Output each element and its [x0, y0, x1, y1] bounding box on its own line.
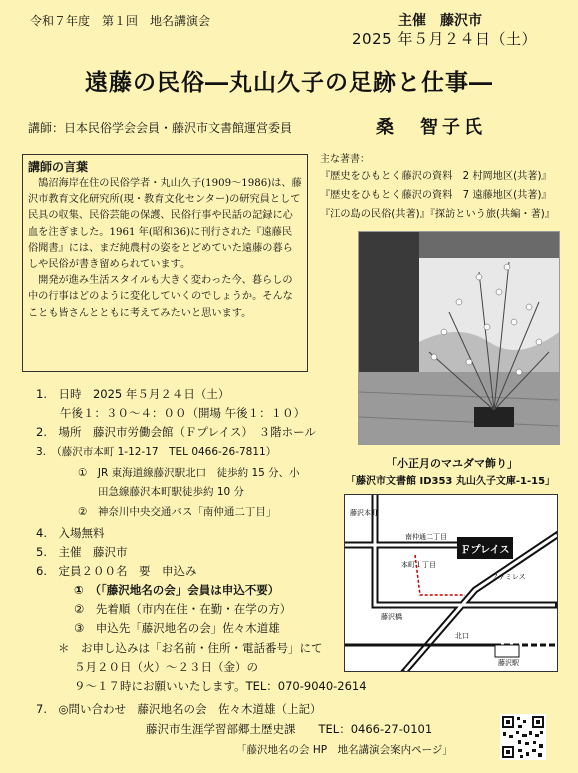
detail-apply-tel: ９～１７時にお願いいたします。TEL：070-9040-2614	[74, 679, 367, 693]
map-fplace-label: Ｆプレイス	[460, 545, 510, 556]
map-label: 本町１丁目	[401, 561, 436, 569]
map-label: 南仲通二丁目	[405, 533, 447, 541]
detail-apply-to: ③ 申込先「藤沢地名の会」佐々木道雄	[74, 621, 280, 635]
map-label: ファミレス	[491, 573, 526, 581]
map-label: 藤沢橋	[381, 613, 402, 621]
detail-access-rail-2: 田急線藤沢本町駅徒歩約 10 分	[98, 486, 245, 498]
detail-address: 3. （藤沢市本町 1-12-17 TEL 0466-26-7811）	[36, 446, 277, 458]
detail-access-rail: ① JR 東海道線藤沢駅北口 徒歩約 15 分、小	[78, 467, 300, 479]
map-label: 藤沢駅	[498, 659, 519, 667]
mayudama-photo	[358, 231, 560, 445]
detail-website[interactable]: 「藤沢地名の会 HP 地名講演会案内ページ」	[236, 744, 453, 756]
lecturer-label: 講師：日本民俗学会会員・藤沢市文書館運営委員	[28, 121, 293, 135]
event-series: 令和７年度 第１回 地名講演会	[30, 14, 211, 28]
works-heading: 主な著書：	[320, 154, 370, 165]
detail-capacity: 6. 定員２００名 要 申込み	[36, 564, 197, 578]
detail-organizer: 5. 主催 藤沢市	[36, 545, 128, 559]
detail-apply-info: ＊ お申し込みは「お名前・住所・電話番号」にて	[58, 641, 323, 655]
detail-access-bus: ② 神奈川中央交通バス「南仲通二丁目」	[78, 506, 277, 518]
detail-member-note: ① （「藤沢地名の会」会員は申込不要）	[74, 583, 280, 597]
photo-caption: 「小正月のマユダマ飾り」	[386, 457, 518, 470]
event-date: 2025 年５月２４日（土）	[352, 30, 537, 48]
map-label: 北口	[455, 632, 469, 640]
detail-first-come: ② 先着順（市内在住・在勤・在学の方）	[74, 602, 292, 616]
works-item: 『歴史をひもとく藤沢の資料 7 遠藤地区(共著)』	[320, 190, 552, 201]
detail-apply-period: ５月２０日（火）～２３日（金）の	[74, 660, 258, 674]
words-title: 講師の言葉	[28, 160, 89, 174]
page-title: 遠藤の民俗―丸山久子の足跡と仕事―	[85, 69, 493, 96]
lecturer-words-box	[22, 154, 308, 372]
photo-credit: 「藤沢市文書館 ID353 丸山久子文庫-1-15」	[346, 476, 556, 487]
works-item: 『江の島の民俗(共著)』『探訪という旅(共編・著)』	[320, 209, 555, 220]
works-item: 『歴史をひもとく藤沢の資料 2 村岡地区(共著)』	[320, 171, 552, 182]
qr-code[interactable]	[500, 714, 546, 760]
access-map	[344, 494, 558, 672]
sponsor: 主催 藤沢市	[398, 13, 482, 29]
words-paragraph-1: 鵠沼海岸在住の民俗学者・丸山久子(1909～1986)は、藤沢市教育文化研究所(現・教育文化センター)の研究員として民具の収集、民俗芸能の保護、民俗行事や民話の記録に心血を注ぎました。1961 年(昭和36)に刊行された『遠藤民俗聞書』には、まだ純農村の姿をとどめていた遠藤の暮らしや民俗が書き留められています。	[28, 178, 302, 271]
detail-venue: 2. 場所 藤沢市労働会館（Ｆプレイス） ３階ホール	[36, 425, 316, 439]
detail-contact-dept: 藤沢市生涯学習部郷土歴史課 TEL：0466-27-0101	[146, 722, 433, 736]
detail-contact: 7. ◎問い合わせ 藤沢地名の会 佐々木道雄（上記）	[36, 702, 322, 716]
lecturer-name: 桑 智子氏	[376, 117, 486, 138]
detail-admission: 4. 入場無料	[36, 526, 105, 540]
detail-time: 午後１：３０～４：００（開場 午後１：１０）	[60, 406, 306, 420]
words-paragraph-2: 開発が進み生活スタイルも大きく変わった今、暮らしの中の行事はどのように変化していくのでしょうか。そんなことも皆さんとともに考えてみたいと思います。	[28, 275, 293, 319]
detail-datetime: 1. 日時 2025 年５月２４日（土）	[36, 387, 230, 401]
map-label: 藤沢本町	[350, 509, 378, 517]
